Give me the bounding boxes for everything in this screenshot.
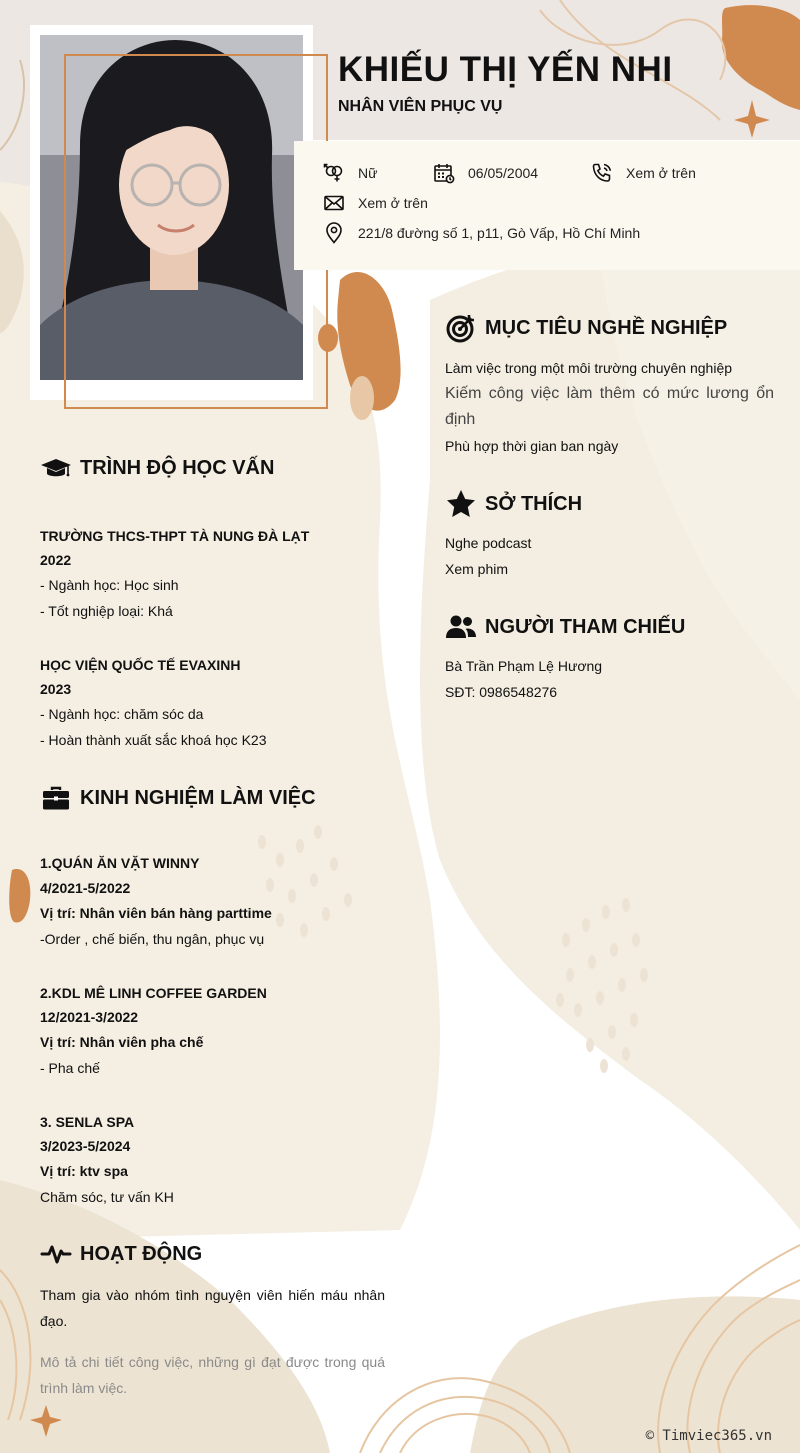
graduation-cap-icon: [40, 452, 72, 484]
education-detail-2b: - Hoàn thành xuất sắc khoá học K23: [40, 732, 267, 748]
candidate-position: NHÂN VIÊN PHỤC VỤ: [338, 98, 503, 115]
address-value: 221/8 đường số 1, p11, Gò Vấp, Hồ Chí Minh: [358, 225, 641, 241]
references-section-title: NGƯỜI THAM CHIẾU: [445, 611, 685, 643]
objective-line-1: Làm việc trong một môi trường chuyên nghiệp: [445, 360, 733, 376]
experience-section-title: KINH NGHIỆM LÀM VIỆC: [40, 782, 316, 814]
star-icon: [445, 488, 477, 520]
target-icon: [445, 312, 477, 344]
education-school-2: HỌC VIỆN QUỐC TẾ EVAXINH: [40, 657, 241, 673]
birthday-item: [432, 161, 538, 185]
experience-company-2: 2.KDL MÊ LINH COFFEE GARDEN: [40, 985, 267, 1001]
objective-section-title: MỤC TIÊU NGHỀ NGHIỆP: [445, 312, 727, 344]
objective-line-2: Kiếm công việc làm thêm có mức lương ổn định: [445, 385, 774, 428]
experience-period-2: 12/2021-3/2022: [40, 1009, 139, 1025]
experience-role-3: Vị trí: ktv spa: [40, 1163, 128, 1179]
hobbies-section-title: SỞ THÍCH: [445, 488, 582, 520]
email-item: [322, 191, 428, 215]
envelope-icon: [322, 191, 346, 215]
activities-placeholder: Mô tả chi tiết công việc, những gì đạt được trong quá trình làm việc.: [40, 1354, 385, 1396]
candidate-name: KHIẾU THỊ YẾN NHI: [338, 50, 673, 89]
phone-item: [590, 161, 696, 185]
education-detail-1a: - Ngành học: Học sinh: [40, 577, 179, 593]
education-year-2: 2023: [40, 681, 72, 697]
experience-desc-2: - Pha chế: [40, 1060, 100, 1076]
phone-value: Xem ở trên: [626, 165, 696, 181]
users-icon: [445, 611, 477, 643]
gender-value: Nữ: [358, 165, 378, 181]
hobby-item-2: Xem phim: [445, 561, 509, 577]
pulse-icon: [40, 1238, 72, 1270]
briefcase-icon: [40, 782, 72, 814]
birthday-value: 06/05/2004: [468, 165, 539, 181]
contact-info-box: [294, 141, 800, 270]
gender-icon: [322, 161, 346, 185]
phone-icon: [590, 161, 614, 185]
education-year-1: 2022: [40, 552, 72, 568]
experience-desc-1: -Order , chế biến, thu ngân, phục vụ: [40, 931, 265, 947]
email-value: Xem ở trên: [358, 195, 428, 211]
copyright-footer: © Timviec365.vn: [645, 1428, 772, 1444]
reference-name: Bà Trần Phạm Lệ Hương: [445, 658, 603, 674]
reference-phone: SĐT: 0986548276: [445, 684, 558, 700]
map-pin-icon: [322, 221, 346, 245]
address-item: [322, 221, 640, 245]
objective-line-3: Phù hợp thời gian ban ngày: [445, 438, 619, 454]
gender-item: [322, 161, 377, 185]
activities-text: Tham gia vào nhóm tình nguyện viên hiến máu nhân đạo.: [40, 1287, 385, 1329]
experience-role-1: Vị trí: Nhân viên bán hàng parttime: [40, 905, 272, 921]
education-section-title: TRÌNH ĐỘ HỌC VẤN: [40, 452, 274, 484]
education-school-1: TRƯỜNG THCS-THPT TÀ NUNG ĐÀ LẠT: [40, 528, 310, 544]
experience-company-3: 3. SENLA SPA: [40, 1114, 135, 1130]
activities-section-title: HOẠT ĐỘNG: [40, 1238, 202, 1270]
experience-role-2: Vị trí: Nhân viên pha chế: [40, 1034, 204, 1050]
experience-company-1: 1.QUÁN ĂN VẶT WINNY: [40, 855, 200, 871]
photo-accent-border: [64, 54, 328, 409]
education-detail-1b: - Tốt nghiệp loại: Khá: [40, 603, 173, 619]
education-detail-2a: - Ngành học: chăm sóc da: [40, 706, 204, 722]
experience-period-1: 4/2021-5/2022: [40, 880, 131, 896]
hobby-item-1: Nghe podcast: [445, 535, 532, 551]
experience-desc-3: Chăm sóc, tư vấn KH: [40, 1189, 174, 1205]
calendar-icon: [432, 161, 456, 185]
experience-period-3: 3/2023-5/2024: [40, 1138, 131, 1154]
